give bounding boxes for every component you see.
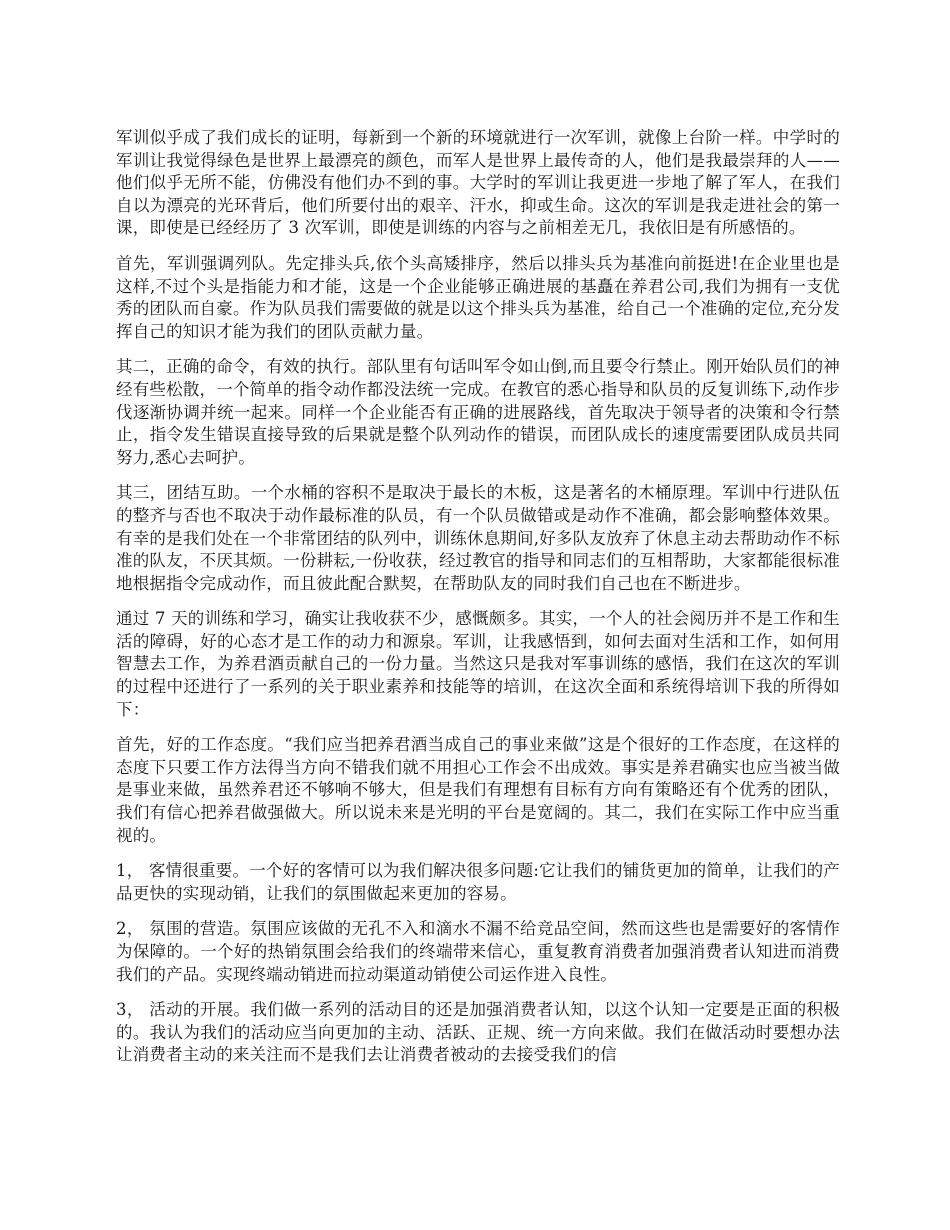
document-body	[116, 127, 840, 1080]
paragraph-item-1: 1， 客情很重要。一个好的客情可以为我们解决很多问题:它让我们的铺货更加的简单，让我们的产品更快的实现动销，让我们的氛围做起来更加的容易。	[116, 861, 840, 903]
paragraph-first-formation: 首先，军训强调列队。先定排头兵,依个头高矮排序，然后以排头兵为基准向前挺进!在企业里也是这样,不过个头是指能力和才能，这是一个企业能够正确进展的基矗在养君公司,我们为拥有一支优秀的团队而自豪。作为队员我们需要做的就是以这个排头兵为基准，给自己一个准确的定位,充分发挥自己的知识才能为我们的团队贡献力量。	[116, 253, 840, 341]
paragraph-item-2: 2， 氛围的营造。氛围应该做的无孔不入和滴水不漏不给竞品空间，然而这些也是需要好的客情作为保障的。一个好的热销氛围会给我们的终端带来信心，重复教育消费者加强消费者认知进而消费我们的产品。实现终端动销进而拉动渠道动销使公司运作进入良性。	[116, 919, 840, 984]
paragraph-seven-days: 通过 7 天的训练和学习，确实让我收获不少，感慨颇多。其实，一个人的社会阅历并不是工作和生活的障碍，好的心态才是工作的动力和源泉。军训，让我感悟到，如何去面对生活和工作，如何用智慧去工作，为养君酒贡献自己的一份力量。当然这只是我对军事训练的感悟，我们在这次的军训的过程中还进行了一系列的关于职业素养和技能等的培训，在这次全面和系统得培训下我的所得如下：	[116, 609, 840, 719]
paragraph-work-attitude: 首先，好的工作态度。“我们应当把养君酒当成自己的事业来做”这是个很好的工作态度，在这样的态度下只要工作方法得当方向不错我们就不用担心工作会不出成效。事实是养君确实也应当被当做是事业来做，虽然养君还不够响不够大，但是我们有理想有目标有方向有策略还有个优秀的团队，我们有信心把养君做强做大。所以说未来是光明的平台是宽阔的。其二，我们在实际工作中应当重视的。	[116, 735, 840, 845]
paragraph-third-teamwork: 其三，团结互助。一个水桶的容积不是取决于最长的木板，这是著名的木桶原理。军训中行进队伍的整齐与否也不取决于动作最标准的队员，有一个队员做错或是动作不准确，都会影响整体效果。有幸的是我们处在一个非常团结的队列中，训练休息期间,好多队友放弃了休息主动去帮助动作不标准的队友，不厌其烦。一份耕耘,一份收获，经过教官的指导和同志们的互相帮助，大家都能很标准地根据指令完成动作，而且彼此配合默契，在帮助队友的同时我们自己也在不断进步。	[116, 483, 840, 593]
paragraph-item-3: 3， 活动的开展。我们做一系列的活动目的还是加强消费者认知，以这个认知一定要是正面的积极的。我认为我们的活动应当向更加的主动、活跃、正规、统一方向来做。我们在做活动时要想办法让消费者主动的来关注而不是我们去让消费者被动的去接受我们的信	[116, 1000, 840, 1065]
paragraph-second-command: 其二，正确的命令，有效的执行。部队里有句话叫军令如山倒,而且要令行禁止。刚开始队员们的神经有些松散，一个简单的指令动作都没法统一完成。在教官的悉心指导和队员的反复训练下,动作步伐逐渐协调并统一起来。同样一个企业能否有正确的进展路线，首先取决于领导者的决策和令行禁止，指令发生错误直接导致的后果就是整个队列动作的错误，而团队成长的速度需要团队成员共同努力,悉心去呵护。	[116, 357, 840, 467]
paragraph-intro: 军训似乎成了我们成长的证明，每新到一个新的环境就进行一次军训，就像上台阶一样。中学时的军训让我觉得绿色是世界上最漂亮的颜色，而军人是世界上最传奇的人，他们是我最崇拜的人——他们似乎无所不能，仿佛没有他们办不到的事。大学时的军训让我更进一步地了解了军人，在我们自以为漂亮的光环背后，他们所要付出的艰辛、汗水，抑或生命。这次的军训是我走进社会的第一课，即使是已经经历了 3 次军训，即使是训练的内容与之前相差无几，我依旧是有所感悟的。	[116, 128, 840, 238]
